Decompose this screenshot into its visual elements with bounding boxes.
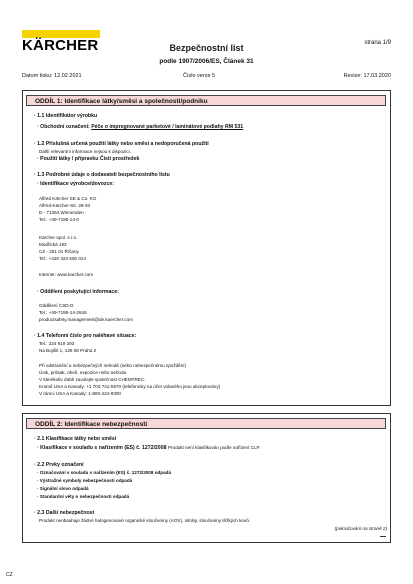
revision-date: Revize: 17.03.2020 [343,73,391,79]
chemtrec-line: Únik, průsak, oheň, expozice nebo nehoda [39,370,127,375]
s13-label: · 1.3 Podrobné údaje o dodavateli bezpečnostního listu [34,172,170,178]
s21-row [37,445,260,451]
info-line: Oddělení CSD-D [39,303,74,308]
emergency-line: Tel.: 224 919 293 [39,341,75,346]
emergency-line: Na Bojišti 1, 128 08 Praha 2 [39,348,97,353]
use-label: · Použití látky / přípravku Čistí prostředek [37,156,140,162]
address-line: Tel.: +420 323 606 014 [39,256,86,261]
section-1-box [22,90,391,406]
page-number: strana 1/9 [364,40,391,46]
s22-line: · Označování v souladu s nařízením (ES) č. 1272/2008 odpadá [37,470,172,475]
manufacturer-label: · Identifikace výrobce/dovozce: [37,181,114,187]
internet-address: Internet: www.karcher.com [39,272,94,277]
s11-label: · 1.1 Identifikátor výrobku [34,113,98,119]
s21-label: · 2.1 Klasifikace látky nebo směsi [34,436,117,442]
s22-line: · Signální slovo odpadá [37,486,89,491]
s23-label: · 2.3 Další nebezpečnost [34,510,95,516]
section-2-heading: ODDÍL 2: Identifikace nebezpečnosti [26,418,386,429]
chemtrec-line: Při odstranění a nebezpečných nehodě (nebo nebezpečnému zpoždění) [39,363,187,368]
print-date: Datum tisku: 12.02.2021 [22,73,82,79]
s14-label: · 1.4 Telefonní číslo pro naléhavé situace: [34,333,137,339]
chemtrec-line: Kromě USA a Kanady: +1 703 741-5970 (telefonicky na účet volaného jsou akceptovány) [39,384,221,389]
trade-name-row [37,124,243,130]
chemtrec-line: V kterékoliv době zavolejte společnost CHEMTREC. [39,377,146,382]
chemtrec-line: V rámci USA a Kanady: 1-800-424-9300 [39,391,121,396]
footer-divider [380,536,386,537]
address-line: Alfred Kärcher SE & Co. KG [39,196,97,201]
s22-line: · Výstražné symboly nebezpečnosti odpadá [37,478,133,483]
section-1-heading: ODDÍL 1: Identifikace látky/směsi a společnosti/podniku [26,95,386,106]
s21-note: Produkt není klasifikován podle nařízení CLP. [167,445,261,450]
s23-text: Produkt neobsahuje žádné halogenované organické sloučeniny (AOX), nitráty, sloučeniny těžkých kovů. [39,518,251,523]
info-line: productsafety.management@de.kaercher.com [39,317,133,322]
brand-logo: KÄRCHER [22,37,99,54]
info-department-label: · Oddělení poskytující informace: [37,289,119,295]
address-line: D - 71364 Winnenden [39,210,84,215]
s12-label: · 1.2 Příslušná určená použití látky nebo směsi a nedoporučená použití [34,141,209,147]
document-title: Bezpečnostní list [169,43,244,53]
address-line: Modřická 193 [39,242,67,247]
address-line: CZ - 251 01 Říčany [39,249,79,254]
continuation-note: (pokračování na straně 2) [334,526,387,531]
address-line: Tel.: +49-7195-14-0 [39,217,79,222]
language-code: CZ [6,572,13,578]
s22-label: · 2.2 Prvky označení [34,462,84,468]
address-line: Alfred-Kärcher-Str. 28-40 [39,203,91,208]
version-number: Číslo verze 5 [183,73,216,79]
document-subtitle: podle 1907/2006/ES, Článek 31 [159,58,254,65]
address-line: Kärcher spol. s r.o. [39,235,78,240]
s12-text: Další relevantní informace nejsou k dispozici. [39,149,131,154]
info-line: Tel.: +49-7195-14-2646 [39,310,87,315]
s21-classification: · Klasifikace v souladu s nařízením (ES) č. 1272/2008 [37,445,167,451]
trade-name-value: Péče o impregnované parketové / laminátové podlahy RM 531 [91,124,244,130]
s22-line: · Standardní věty o nebezpečnosti odpadá [37,494,130,499]
trade-name-label: · Obchodní označení: [37,124,90,130]
